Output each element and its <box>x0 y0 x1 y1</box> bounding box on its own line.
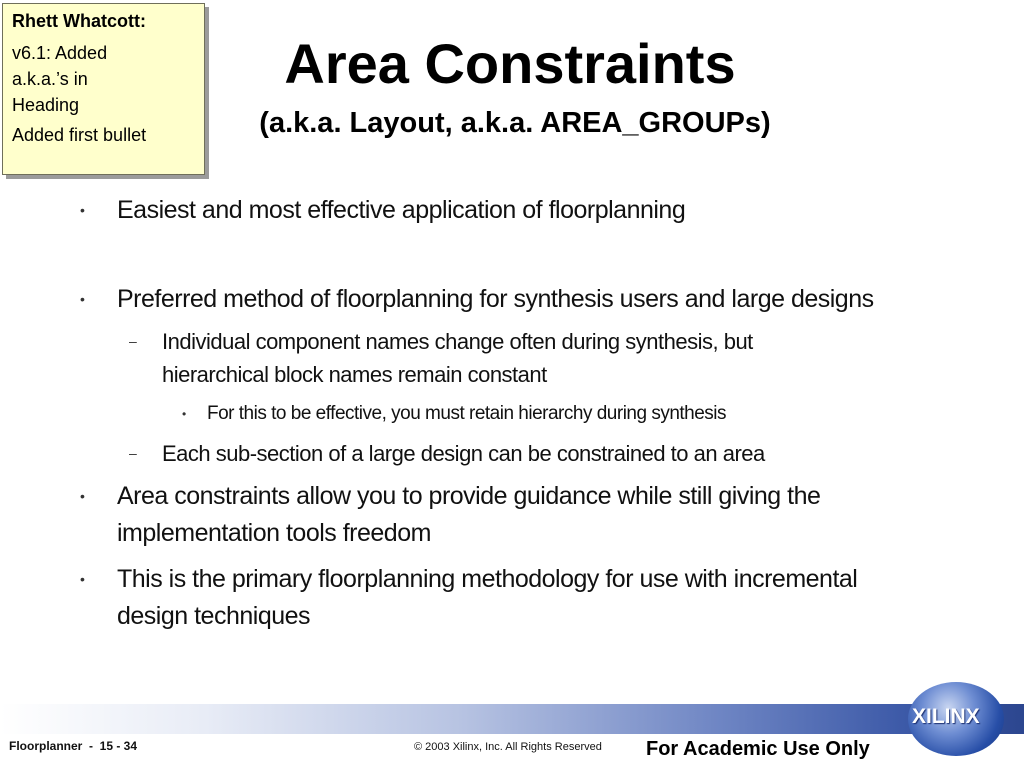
bullet-text: Easiest and most effective application of floorplanning <box>117 196 686 224</box>
sub-bullet-item <box>129 325 942 391</box>
comment-line: Added first bullet <box>12 125 147 145</box>
bullet-marker: • <box>80 488 85 504</box>
footer-band <box>0 704 1024 734</box>
comment-author: Rhett Whatcott: <box>12 11 146 31</box>
bullet-marker: • <box>80 291 85 307</box>
footer-copyright: © 2003 Xilinx, Inc. All Rights Reserved <box>414 741 602 753</box>
footer-slide-id: Floorplanner - 15 - 34 <box>9 739 138 753</box>
comment-line: a.k.a.’s in <box>12 69 88 89</box>
dash-marker: – <box>129 445 137 461</box>
dash-marker: – <box>129 333 137 349</box>
slide-subtitle: (a.k.a. Layout, a.k.a. AREA_GROUPs) <box>259 107 771 139</box>
sub-bullet-line: Individual component names change often during synthesis, but <box>162 329 753 354</box>
sub-bullet-line: hierarchical block names remain constant <box>162 362 547 387</box>
bullet-line: design techniques <box>117 602 311 630</box>
bullet-marker: • <box>182 407 186 421</box>
bullet-item <box>80 192 977 229</box>
comment-line: Heading <box>12 95 80 115</box>
bullet-line: This is the primary floorplanning methodology for use with incremental <box>117 565 858 593</box>
bullet-line: implementation tools freedom <box>117 519 431 547</box>
bullet-marker: • <box>80 202 85 218</box>
comment-line: v6.1: Added <box>12 43 108 63</box>
bullet-text: Preferred method of floorplanning for synthesis users and large designs <box>117 285 874 313</box>
bullet-line: Area constraints allow you to provide guidance while still giving the <box>117 482 821 510</box>
slide-title: Area Constraints <box>284 32 736 95</box>
bullet-item <box>80 478 977 552</box>
bullet-item <box>80 561 977 635</box>
sub-bullet-text: Each sub-section of a large design can be constrained to an area <box>162 441 765 466</box>
xilinx-logo-text: XILINX <box>912 705 980 728</box>
bullet-marker: • <box>80 571 85 587</box>
bullet-item <box>80 281 977 318</box>
sub-bullet-item <box>129 437 942 470</box>
sub-sub-bullet-item <box>182 400 907 428</box>
footer-academic-use: For Academic Use Only <box>646 738 870 760</box>
sub-sub-bullet-text: For this to be effective, you must retain hierarchy during synthesis <box>207 403 727 424</box>
